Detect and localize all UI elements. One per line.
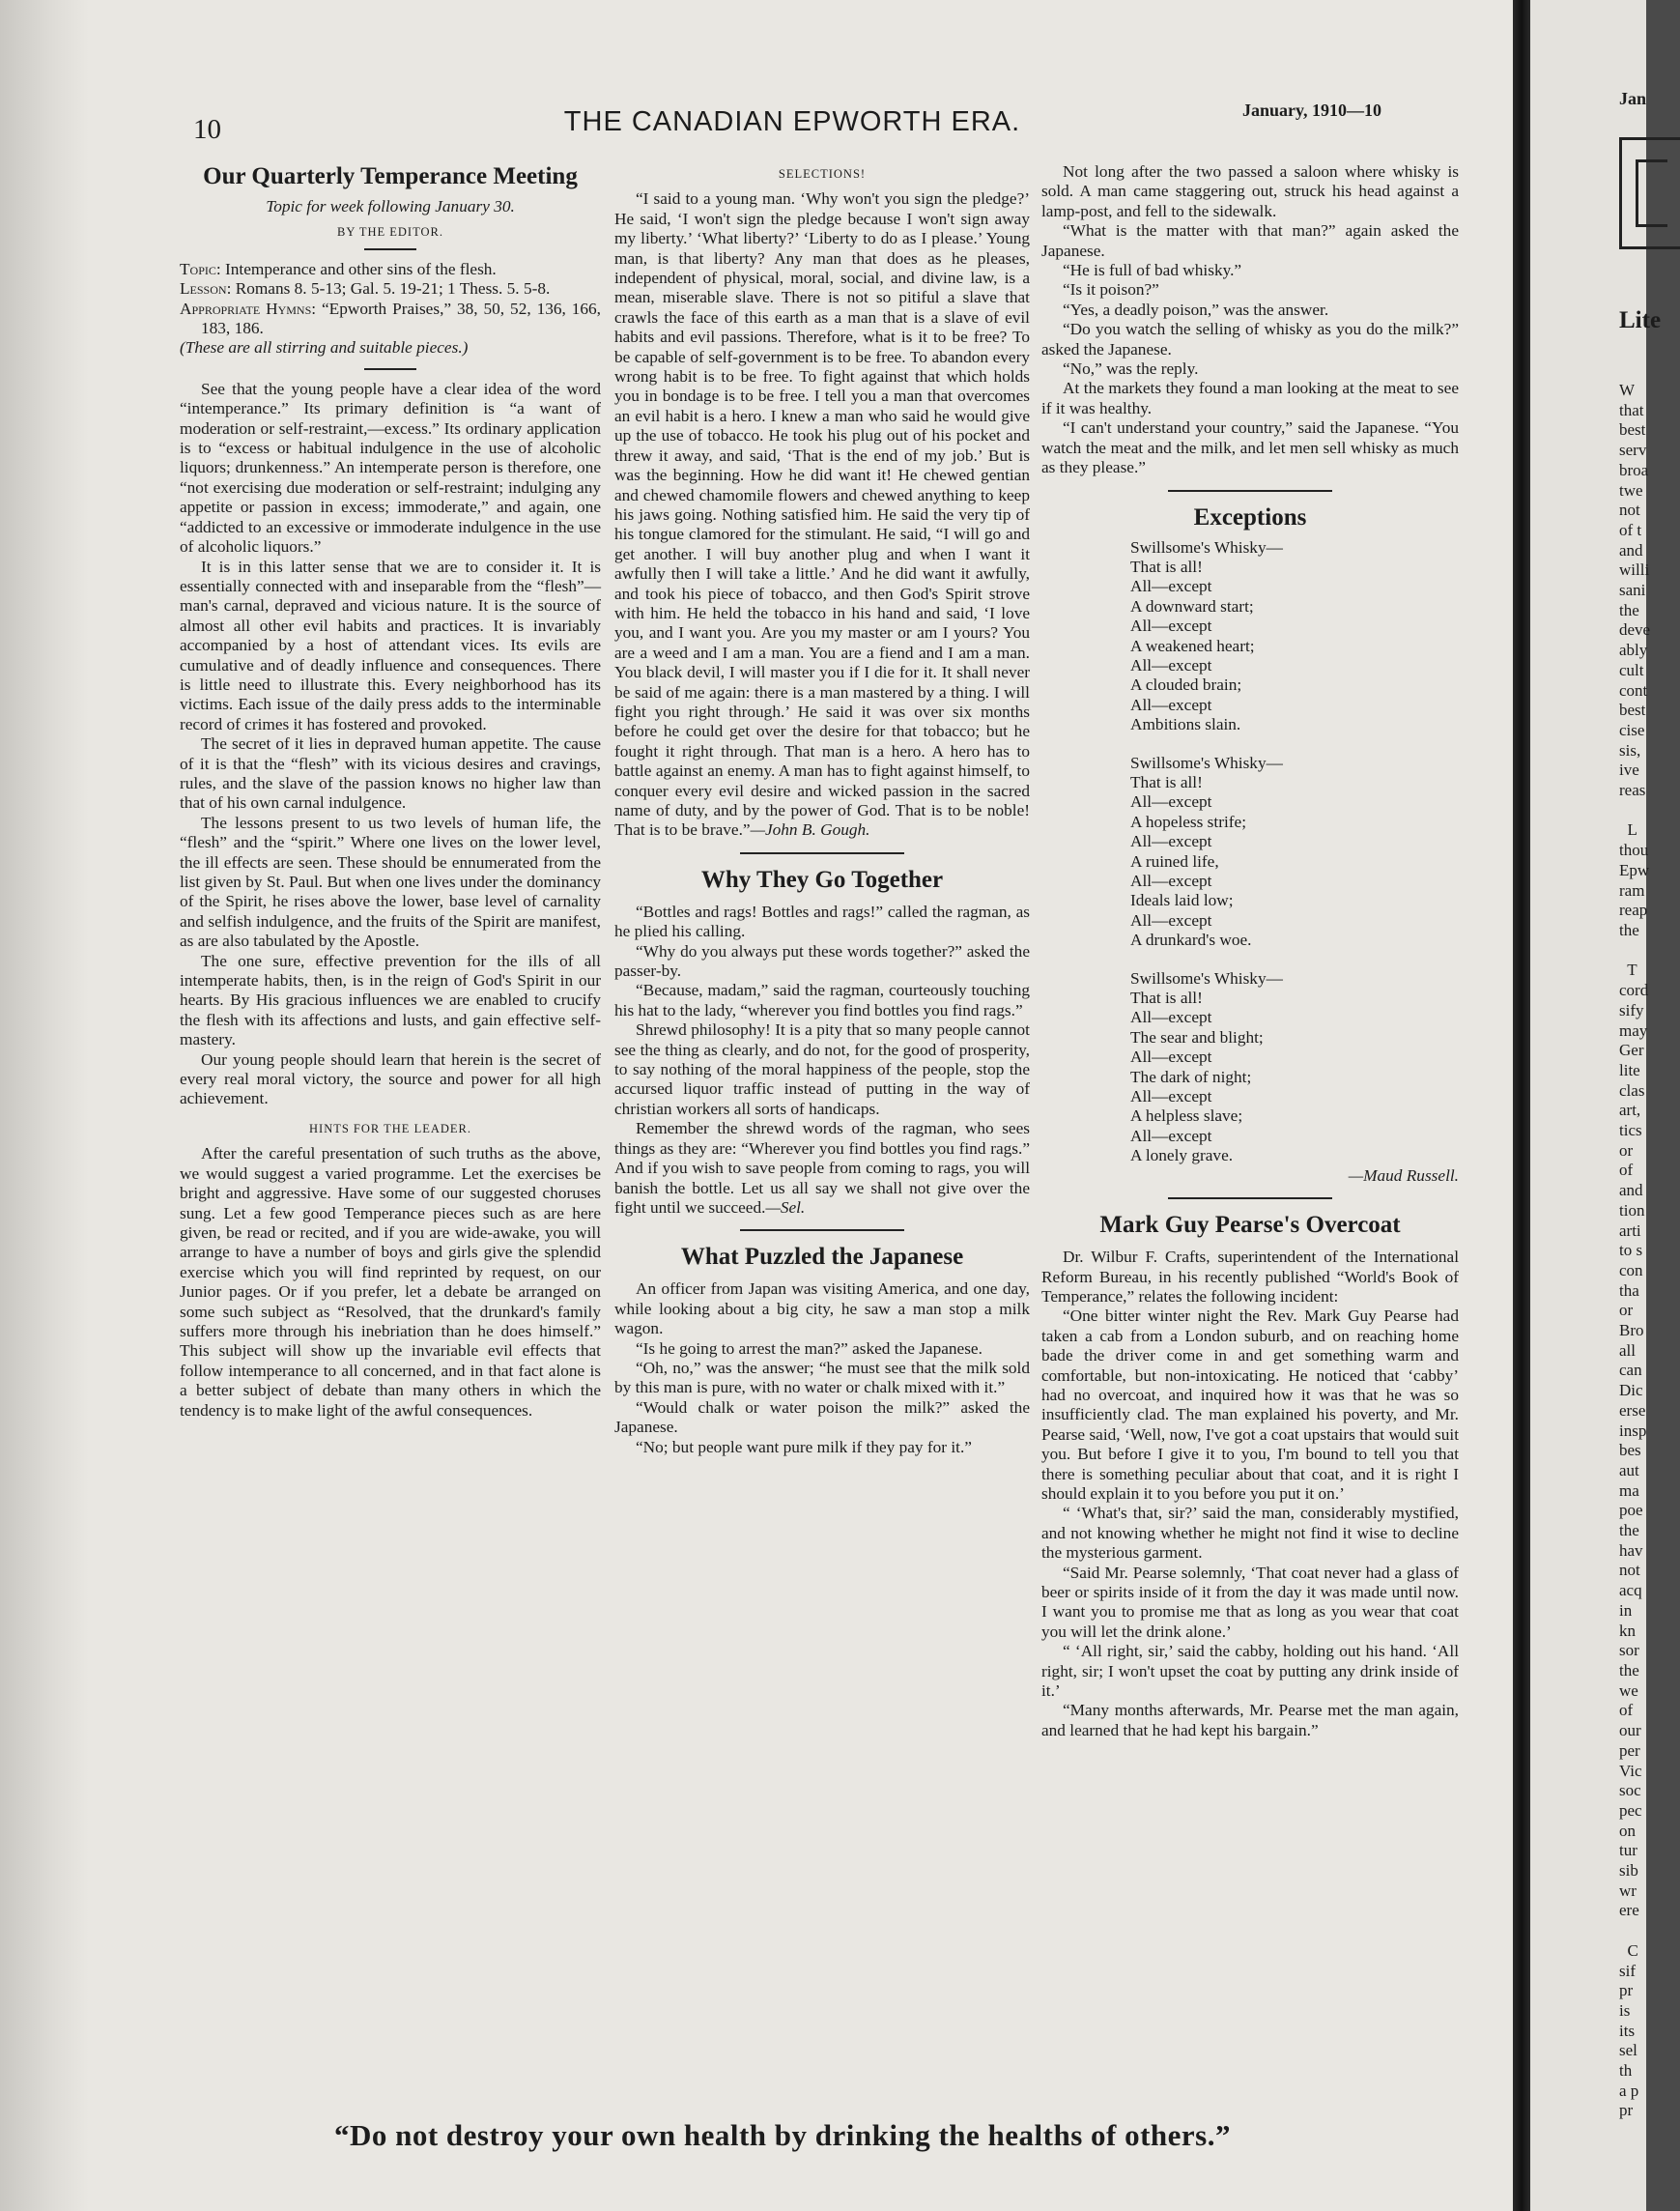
poem-line: A hopeless strife; [1130, 812, 1246, 831]
poem-attribution: —Maud Russell. [1348, 1165, 1459, 1185]
poem-line: All—except [1130, 832, 1212, 851]
paragraph: Not long after the two passed a saloon where whisky is sold. A man came staggering out, struck his head against a lamp-post, and fell to the sidewalk. [1041, 162, 1459, 220]
paragraph: “Because, madam,” said the ragman, courteously touching his hat to the lady, “wherever you find bottles you find rags.” [614, 981, 1030, 1019]
paragraph: “ ‘What's that, sir?’ said the man, considerably mystified, and not knowing whether he might not find it wise to decline the mysterious garment. [1041, 1504, 1459, 1563]
together-title: Why They Go Together [700, 866, 944, 893]
poem-line: A weakened heart; [1130, 636, 1255, 655]
paragraph: Our young people should learn that herein is the secret of every real moral victory, the source and power for all high achievement. [180, 1049, 601, 1108]
paragraph: “No,” was the reply. [1063, 359, 1199, 379]
column-2 [614, 162, 1030, 1457]
topic-text: Intemperance and other sins of the flesh. [225, 259, 497, 278]
poem-line: All—except [1130, 577, 1212, 596]
poem-line: Ideals laid low; [1130, 891, 1234, 910]
ornament-box [1619, 137, 1680, 249]
adjacent-page-header: Jan [1619, 89, 1647, 108]
together-closing [614, 1119, 1030, 1218]
poem-line: That is all! [1130, 989, 1203, 1008]
paragraph: The one sure, effective prevention for the ills of all intemperate habits, then, is in the reign of God's Spirit in our hearts. By His gracious influences we are enabled to crucify the flesh with its affections and lusts, and gain effective self-mastery. [180, 951, 601, 1049]
poem-stanza [1130, 538, 1459, 735]
paragraph: “Is it poison?” [1063, 280, 1159, 300]
poem-line: A downward start; [1130, 596, 1254, 616]
poem-line: A lonely grave. [1130, 1146, 1234, 1165]
page-number: 10 [193, 114, 221, 145]
paragraph: Shrewd philosophy! It is a pity that so many people cannot see the thing as clearly, and do not, for the good of prosperity, to say nothing of the moral happiness of the people, stop the accursed liquor traffic instead of putting in the way of christian workers all sorts of handicaps. [614, 1020, 1030, 1118]
paragraph: “I can't understand your country,” said the Japanese. “You watch the meat and the milk, and let men sell whisky as much as they please.” [1041, 418, 1459, 477]
overcoat-title: Mark Guy Pearse's Overcoat [1099, 1212, 1401, 1239]
paragraph: The lessons present to us two levels of human life, the “flesh” and the “spirit.” Where one lives on the lower level, the ill effects are seen. These should be ennumerated from the list given by St. Paul. But when one lives under the dominancy of the Spirit, he rises above the lower, base level of carnality and selfish indulgence, and the fruits of the Spirit are manifest, as are also tabulated by the Apostle. [180, 813, 601, 951]
page-fold [1513, 0, 1530, 2211]
exceptions-title: Exceptions [1193, 503, 1307, 531]
paragraph: An officer from Japan was visiting America, and one day, while looking about a big city, he saw a man stop a milk wagon. [614, 1279, 1030, 1338]
selections-attribution: —John B. Gough. [750, 820, 870, 840]
temperance-title: Our Quarterly Temperance Meeting [203, 163, 578, 189]
left-margin-shadow [0, 0, 89, 2211]
selections-text [614, 189, 1030, 840]
poem-stanza [1130, 969, 1459, 1166]
poem-line: All—except [1130, 1008, 1212, 1027]
temperance-subtitle: Topic for week following January 30. [266, 197, 515, 215]
ornament-box-inner [1636, 159, 1667, 227]
paragraph: See that the young people have a clear idea of the word “intemperance.” Its primary definition is “a want of moderation or self-restraint,—excess.” Its ordinary application is to “excess or habitual indulgence in the use of alcoholic liquors; drunkenness.” An intemperate person is therefore, one “not exercising due moderation or self-restraint; indulging any appetite or passion in excess; immoderate,” and again, one “addicted to an excessive or immoderate indulgence in the use of alcoholic liquors.” [180, 379, 601, 557]
exceptions-poem [1041, 538, 1459, 1166]
paragraph: The secret of it lies in depraved human appetite. The cause of it is that the “flesh” with its vicious desires and cravings, rules, and the slave of the passion knows no higher law than that of his own carnal indulgence. [180, 734, 601, 813]
lesson-text: Romans 8. 5-13; Gal. 5. 19-21; 1 Thess. 5. 5-8. [235, 279, 551, 299]
poem-line: Ambitions slain. [1130, 715, 1241, 734]
paragraph: It is in this latter sense that we are to consider it. It is essentially connected with and inseparable from the “flesh”—man's carnal, depraved and vicious nature. It is the source of almost all other evil habits and practices. It is invariably accompanied by a host of attendant vices. Its evils are cumulative and of deadly influence and consequences. There is little need to illustrate this. Every neighborhood has its victims. Each issue of the daily press adds to the interminable record of crimes it has fostered and provoked. [180, 557, 601, 733]
poem-stanza [1130, 754, 1459, 951]
paragraph: “ ‘All right, sir,’ said the cabby, holding out his hand. ‘All right, sir; I won't upset the coat by putting any drink inside of it.’ [1041, 1642, 1459, 1701]
poem-line: That is all! [1130, 557, 1203, 576]
poem-line: All—except [1130, 792, 1212, 812]
paragraph: “Many months afterwards, Mr. Pearse met the man again, and learned that he had kept his bargain.” [1041, 1701, 1459, 1739]
topic-label: Topic: [180, 259, 221, 278]
hymns-label: Appropriate Hymns: [180, 299, 317, 318]
divider [364, 368, 416, 370]
paragraph: “Would chalk or water poison the milk?” asked the Japanese. [614, 1397, 1030, 1437]
issue-date: January, 1910—10 [1242, 100, 1382, 120]
paragraph: “Is he going to arrest the man?” asked the Japanese. [636, 1338, 982, 1358]
closing-text: Remember the shrewd words of the ragman, who sees things as they are: “Wherever you find bottles you find rags.” And if you wish to save people from coming to rags, you will banish the bottle. Let us all say we shall not give over the fight until we succeed. [614, 1119, 1030, 1217]
together-attribution: —Sel. [765, 1197, 806, 1217]
poem-line: Swillsome's Whisky— [1130, 968, 1283, 988]
poem-line: That is all! [1130, 772, 1203, 791]
selections-heading: SELECTIONS! [778, 167, 867, 181]
hymns-note: (These are all stirring and suitable pieces.) [180, 338, 469, 358]
selections-body: “I said to a young man. ‘Why won't you sign the pledge?’ He said, ‘I won't sign the pledge because I won't sign away my liberty.’ ‘What liberty?’ ‘Liberty to do as I please.’ Young man, is that liberty? Any man that does as he pleases, independent of physical, moral, social, and divine law, is a mean, miserable slave. There is not so pitiful a slave that crawls the face of this earth as a man that is a slave of evil habits and evil passions. Therefore, what is it to be free? To be capable of self-government is to be free. To abandon every wrong habit is to be free. To fight against that which holds you in bondage is to be free. I tell you a man that overcomes an evil habit is a hero. I knew a man who said he would give up the use of tobacco. He took his plug out of his pocket and threw it away, and said, ‘That is the end of my job.’ But is was the beginning. How he did want it! He chewed gentian and chewed chamomile flowers and chewed anything to keep his jaws going. Nothing satisfied him. He said the very tip of his tongue clamored for the stimulant. He said, “I will go and get another. I will buy another plug and when I want it awfully then I will take a little.’ And he did want it awfully, and took his piece of tobacco, and then God's Spirit strove with him. He held the tobacco in his hand and said, ‘I love you, and I want you. Are you my master or am I yours? You are a weed and I am a man. You are a fiend and I am a man. You black devil, I will master you if I die for it. It shall never be said of me again: there is a man mastered by a thing. I will fight you right through.’ He said it was over six months before he could get over the desire for that tobacco; but he fought it right through. That man is a hero. A hero has to battle against an enemy. A man has to fight against himself, to conquer every evil desire and wicked passion in the sacred name of duty, and by the power of God. That is to be noble! That is to be brave.” [614, 189, 1030, 840]
footer-quote: “Do not destroy your own health by drinking the healths of others.” [333, 2118, 1231, 2152]
poem-line: A drunkard's woe. [1130, 931, 1252, 950]
poem-line: All—except [1130, 617, 1212, 636]
lesson-line [180, 279, 601, 299]
poem-line: Swillsome's Whisky— [1130, 537, 1283, 557]
divider [740, 852, 904, 854]
paragraph: Dr. Wilbur F. Crafts, superintendent of the International Reform Bureau, in his recently published “World's Book of Temperance,” relates the following incident: [1041, 1248, 1459, 1306]
poem-line: All—except [1130, 872, 1212, 890]
adjacent-page-text: W that best serv broa twe not of t and willi sani the deve ably cult cont best cise sis, ive reas L thou Epw ram reap the T cord sify may Ger lite clas art, tics or of and tion arti to s con tha or Bro all can Dic erse insp bes aut ma poe the hav not acq in kn sor the we of our per Vic soc pec on tur sib wr ere C sif pr is its sel th a p pr [1619, 381, 1651, 2120]
hymns-line [180, 300, 601, 339]
poem-line: All—except [1130, 1048, 1212, 1067]
topic-line [180, 260, 601, 279]
paragraph: “He is full of bad whisky.” [1063, 261, 1242, 280]
paragraph: “Yes, a deadly poison,” was the answer. [1063, 300, 1329, 319]
hymns-text: “Epworth Praises,” 38, 50, 52, 136, 166, 183, 186. [201, 299, 601, 338]
poem-line: All—except [1130, 655, 1212, 675]
paragraph: “Why do you always put these words together?” asked the passer-by. [614, 941, 1030, 981]
paragraph: “No; but people want pure milk if they pay for it.” [636, 1437, 972, 1456]
lesson-label: Lesson: [180, 279, 232, 299]
divider [740, 1229, 904, 1231]
paragraph: “Do you watch the selling of whisky as you do the milk?” asked the Japanese. [1041, 320, 1459, 359]
paragraph: “One bitter winter night the Rev. Mark Guy Pearse had taken a cab from a London suburb, and on reaching home bade the driver come in and get something warm and comfortable, but non-intoxicating. He noticed that ‘cabby’ had no overcoat, and inquired how it was that he was so insufficiently clad. The man explained his poverty, and Mr. Pearse said, ‘Well, now, I've got a coat upstairs that would suit you. But before I give it to you, I'm bound to tell you that there is something peculiar about that coat, and it is right I should explain it to you before you put it on.’ [1041, 1306, 1459, 1503]
paragraph: “What is the matter with that man?” again asked the Japanese. [1041, 221, 1459, 260]
poem-line: A clouded brain; [1130, 675, 1242, 695]
poem-line: A helpless slave; [1130, 1106, 1243, 1126]
divider [364, 248, 416, 250]
poem-line: The sear and blight; [1130, 1027, 1264, 1047]
paragraph: “Oh, no,” was the answer; “he must see that the milk sold by this man is pure, with no water or chalk mixed with it.” [614, 1358, 1030, 1397]
poem-line: Swillsome's Whisky— [1130, 753, 1283, 772]
temperance-byline: BY THE EDITOR. [337, 225, 443, 240]
divider [1168, 490, 1332, 492]
adjacent-page-fragment [1530, 0, 1662, 2211]
masthead: THE CANADIAN EPWORTH ERA. [563, 106, 1021, 137]
column-3 [1041, 162, 1459, 1740]
poem-line: All—except [1130, 1126, 1212, 1145]
poem-line: All—except [1130, 910, 1212, 930]
japanese-title: What Puzzled the Japanese [680, 1244, 964, 1271]
poem-line: A ruined life, [1130, 851, 1219, 871]
paragraph: At the markets they found a man looking at the meat to see if it was healthy. [1041, 379, 1459, 417]
adjacent-page-title: Lite [1619, 307, 1662, 333]
column-1 [180, 162, 601, 1421]
hints-heading: HINTS FOR THE LEADER. [309, 1121, 471, 1135]
poem-line: All—except [1130, 1087, 1212, 1106]
divider [1168, 1197, 1332, 1199]
paragraph: “Bottles and rags! Bottles and rags!” called the ragman, as he plied his calling. [614, 902, 1030, 941]
poem-line: All—except [1130, 695, 1212, 714]
hints-paragraph: After the careful presentation of such truths as the above, we would suggest a varied programme. Let the exercises be bright and aggressive. Have some of our suggested choruses sung. Let a few good Temperance pieces such as are here given, be read or recited, and if you are wide-awake, you will arrange to have a number of boys and girls give the splendid exercise which you will find reprinted by request, on our Junior pages. Or if you prefer, let a debate be arranged on some such subject as “Resolved, that the drunkard's family suffers more through his inebriation than he does himself.” This subject will show up the invariable evil effects that follow intemperance to all concerned, and in that fact alone is a better subject of debate than many others in which the tendency is to make light of the awful consequences. [180, 1144, 601, 1420]
paragraph: “Said Mr. Pearse solemnly, ‘That coat never had a glass of beer or spirits inside of it from the day it was made until now. I want you to promise me that as long as you wear that coat you will let the drink alone.’ [1041, 1563, 1459, 1641]
poem-line: The dark of night; [1130, 1067, 1252, 1086]
